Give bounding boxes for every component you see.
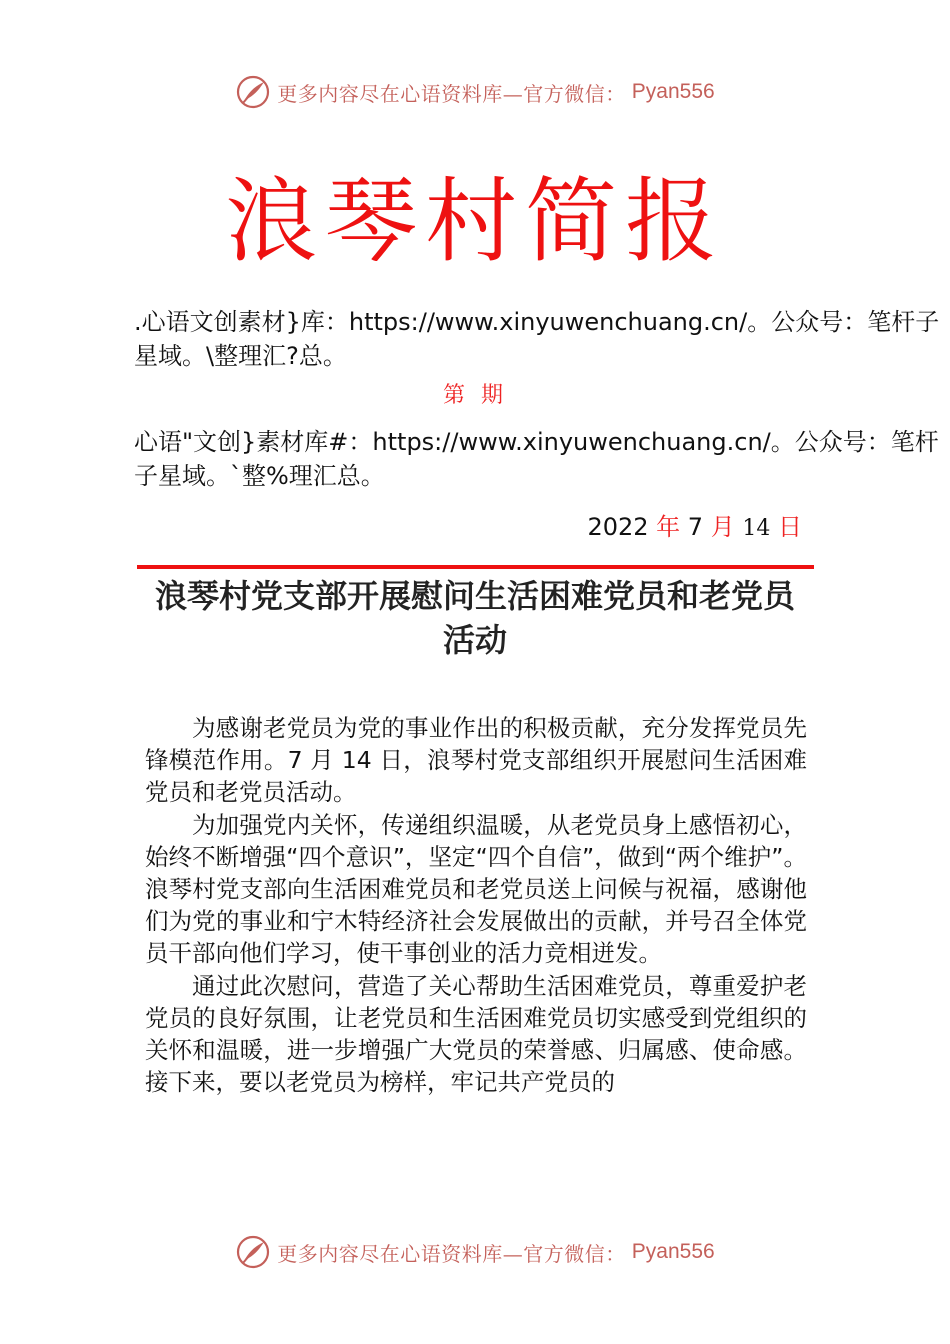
- article-paragraph: 为感谢老党员为党的事业作出的积极贡献，充分发挥党员先锋模范作用。7 月 14 日，浪琴村党支部组织开展慰问生活困难党员和老党员活动。: [145, 714, 807, 807]
- bottom-banner: [0, 1232, 950, 1272]
- top-banner: [0, 72, 950, 112]
- issue-di: 第: [442, 383, 469, 408]
- date-year: 2022: [587, 513, 649, 541]
- date-day-unit: 日: [778, 513, 802, 541]
- feather-pen-logo-icon: [235, 1234, 271, 1270]
- article-headline: 浪琴村党支部开展慰问生活困难党员和老党员活动: [154, 577, 795, 659]
- promo-text-2: 心语"文创}素材库#：https://www.xinyuwenchuang.cn/。公众号：笔杆子星域。`整%理汇总。: [134, 428, 939, 490]
- date-month: 7: [687, 513, 704, 541]
- masthead-title: 浪琴村简报: [224, 168, 725, 275]
- date-day: 14: [742, 516, 771, 541]
- feather-pen-logo-icon: [235, 74, 271, 110]
- article-body: [145, 712, 807, 1098]
- banner-wechat-handle: Pyan556: [631, 1240, 715, 1263]
- article-paragraph: 通过此次慰问，营造了关心帮助生活困难党员，尊重爱护老党员的良好氛围，让老党员和生活困难党员切实感受到党组织的关怀和温暖，进一步增强广大党员的荣誉感、归属感、使命感。接下来，要以老党员为榜样，牢记共产党员的: [145, 971, 807, 1097]
- issue-date: [587, 510, 802, 546]
- issue-label: [0, 378, 950, 409]
- banner-text: 更多内容尽在心语资料库—官方微信：: [277, 81, 626, 106]
- issue-qi: 期: [481, 383, 508, 408]
- banner-wechat-handle: Pyan556: [631, 80, 715, 103]
- red-divider: [137, 565, 814, 569]
- promo-text-1: .心语文创素材}库：https://www.xinyuwenchuang.cn/。公众号：笔杆子星域。\整理汇?总。: [134, 308, 940, 370]
- article-paragraph: 为加强党内关怀，传递组织温暖，从老党员身上感悟初心，始终不断增强“四个意识”，坚定“四个自信”，做到“两个维护”。浪琴村党支部向生活困难党员和老党员送上问候与祝福，感谢他们为党的事业和宁木特经济社会发展做出的贡献，并号召全体党员干部向他们学习，使干事创业的活力竞相迸发。: [145, 810, 807, 968]
- banner-text: 更多内容尽在心语资料库—官方微信：: [277, 1241, 626, 1266]
- date-year-unit: 年: [656, 513, 681, 541]
- date-month-unit: 月: [710, 513, 735, 541]
